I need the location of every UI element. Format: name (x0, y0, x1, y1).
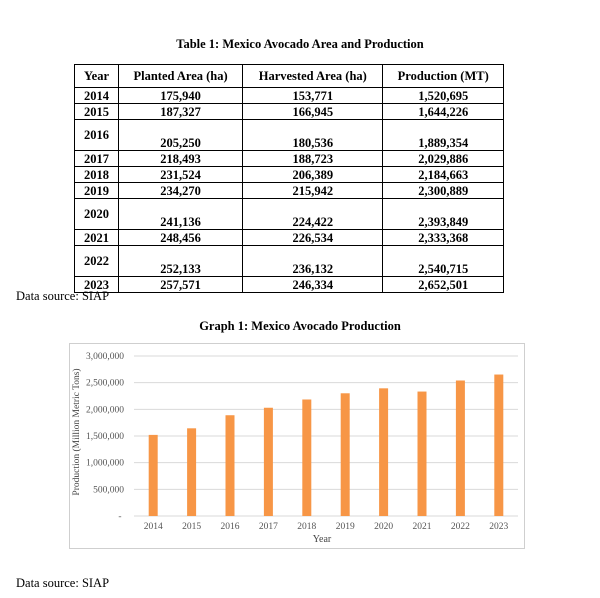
x-tick-label: 2019 (335, 522, 355, 532)
cell-year: 2021 (75, 230, 119, 246)
bar-2023 (494, 375, 503, 516)
cell-planted: 248,456 (119, 230, 243, 246)
graph-caption: Graph 1: Mexico Avocado Production (199, 319, 401, 333)
table-row (75, 167, 504, 183)
cell-harvested: 215,942 (243, 183, 383, 199)
x-tick-label: 2021 (412, 522, 432, 532)
cell-planted: 218,493 (119, 151, 243, 167)
y-tick-label: 3,000,000 (86, 352, 124, 362)
bar-2017 (264, 408, 273, 516)
cell-planted: 205,250 (119, 120, 243, 151)
x-tick-label: 2017 (258, 522, 278, 532)
cell-planted: 241,136 (119, 199, 243, 230)
cell-year: 2019 (75, 183, 119, 199)
cell-harvested: 206,389 (243, 167, 383, 183)
bars (149, 375, 504, 516)
header-year: Year (75, 65, 119, 88)
cell-planted: 252,133 (119, 246, 243, 277)
cell-production: 2,652,501 (383, 277, 504, 293)
x-tick-label: 2018 (297, 522, 317, 532)
y-tick-label: 500,000 (93, 485, 124, 496)
data-source-note: Data source: SIAP (16, 289, 110, 303)
bar-2014 (149, 435, 158, 516)
table-row (75, 183, 504, 199)
cell-production: 2,333,368 (383, 230, 504, 246)
header-production: Production (MT) (383, 65, 504, 88)
x-tick-label: 2023 (489, 522, 509, 532)
table-row (75, 199, 504, 230)
x-tick-label: 2015 (182, 522, 202, 532)
table-row (75, 151, 504, 167)
cell-production: 2,029,886 (383, 151, 504, 167)
bar-2019 (341, 393, 350, 516)
chart-container (69, 343, 525, 549)
x-axis-ticks (144, 522, 509, 532)
bar-2015 (187, 428, 196, 516)
y-tick-label: 2,500,000 (86, 378, 124, 389)
x-tick-label: 2016 (220, 522, 240, 532)
bar-2020 (379, 388, 388, 516)
y-tick-label: - (118, 512, 122, 522)
table-row (75, 88, 504, 104)
cell-harvested: 226,534 (243, 230, 383, 246)
cell-planted: 257,571 (119, 277, 243, 293)
table-row (75, 246, 504, 277)
cell-year: 2022 (75, 246, 119, 277)
cell-production: 2,393,849 (383, 199, 504, 230)
x-axis-label: Year (312, 534, 332, 545)
y-tick-label: 1,500,000 (86, 432, 124, 442)
table-caption: Table 1: Mexico Avocado Area and Production (176, 37, 424, 51)
y-axis-ticks (86, 352, 124, 522)
table-row (75, 104, 504, 120)
cell-harvested: 153,771 (243, 88, 383, 104)
cell-production: 1,644,226 (383, 104, 504, 120)
table-row (75, 230, 504, 246)
cell-production: 1,520,695 (383, 88, 504, 104)
cell-harvested: 236,132 (243, 246, 383, 277)
cell-production: 2,184,663 (383, 167, 504, 183)
cell-planted: 231,524 (119, 167, 243, 183)
cell-harvested: 188,723 (243, 151, 383, 167)
bar-2018 (302, 399, 311, 516)
cell-year: 2016 (75, 120, 119, 151)
avocado-table (74, 64, 504, 293)
cell-production: 1,889,354 (383, 120, 504, 151)
data-source-note: Data source: SIAP (16, 576, 110, 590)
header-planted-area: Planted Area (ha) (119, 65, 243, 88)
cell-harvested: 246,334 (243, 277, 383, 293)
table-row (75, 120, 504, 151)
cell-planted: 175,940 (119, 88, 243, 104)
y-axis-label: Production (Million Metric Tons) (72, 368, 82, 496)
production-bar-chart (70, 344, 524, 548)
bar-2016 (226, 415, 235, 516)
cell-harvested: 224,422 (243, 199, 383, 230)
cell-year: 2014 (75, 88, 119, 104)
cell-harvested: 166,945 (243, 104, 383, 120)
table-header-row (75, 65, 504, 88)
cell-year: 2015 (75, 104, 119, 120)
cell-production: 2,300,889 (383, 183, 504, 199)
cell-year: 2017 (75, 151, 119, 167)
x-tick-label: 2014 (143, 522, 163, 532)
cell-planted: 234,270 (119, 183, 243, 199)
cell-year: 2023 (75, 277, 119, 293)
bar-2021 (418, 392, 427, 516)
y-tick-label: 2,000,000 (86, 405, 124, 416)
cell-planted: 187,327 (119, 104, 243, 120)
x-tick-label: 2020 (374, 522, 394, 532)
y-tick-label: 1,000,000 (86, 458, 124, 469)
cell-year: 2018 (75, 167, 119, 183)
table-row (75, 277, 504, 293)
x-tick-label: 2022 (450, 522, 470, 532)
header-harvested-area: Harvested Area (ha) (243, 65, 383, 88)
bar-2022 (456, 380, 465, 516)
cell-harvested: 180,536 (243, 120, 383, 151)
cell-year: 2020 (75, 199, 119, 230)
cell-production: 2,540,715 (383, 246, 504, 277)
